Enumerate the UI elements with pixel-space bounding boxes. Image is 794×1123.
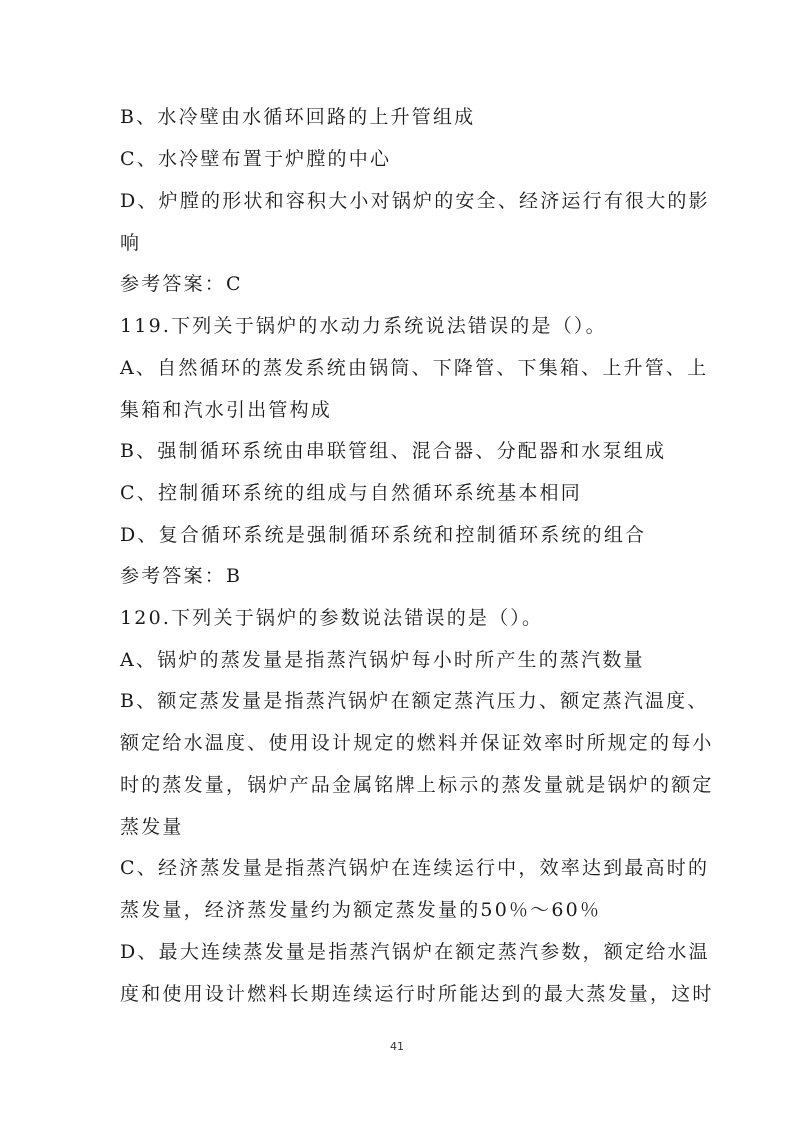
option-a-continuation: 集箱和汽水引出管构成 (120, 399, 333, 421)
option-b-continuation: 时的蒸发量，锅炉产品金属铭牌上标示的蒸发量就是锅炉的额定 (120, 774, 714, 796)
option-a-line: A、锅炉的蒸发量是指蒸汽锅炉每小时所产生的蒸汽数量 (120, 649, 645, 671)
question-119: 119.下列关于锅炉的水动力系统说法错误的是（）。 (120, 315, 607, 337)
option-d-line: D、最大连续蒸发量是指蒸汽锅炉在额定蒸汽参数，额定给水温 (120, 941, 710, 963)
option-c-line: C、控制循环系统的组成与自然循环系统基本相同 (120, 482, 582, 504)
question-120: 120.下列关于锅炉的参数说法错误的是（）。 (120, 607, 544, 629)
option-b-continuation: 蒸发量 (120, 816, 184, 838)
option-c-line: C、水冷壁布置于炉膛的中心 (120, 148, 392, 170)
option-b-line: B、水冷壁由水循环回路的上升管组成 (120, 106, 476, 128)
answer-line: 参考答案：C (120, 273, 243, 295)
option-b-line: B、额定蒸发量是指蒸汽锅炉在额定蒸汽压力、额定蒸汽温度、 (120, 690, 709, 712)
option-c-continuation: 蒸发量，经济蒸发量约为额定蒸发量的50％～60％ (120, 899, 602, 921)
option-d-continuation: 响 (120, 232, 142, 254)
option-d-line: D、炉膛的形状和容积大小对锅炉的安全、经济运行有很大的影 (120, 190, 710, 212)
option-d-continuation: 度和使用设计燃料长期连续运行时所能达到的最大蒸发量，这时 (120, 983, 714, 1005)
answer-line: 参考答案：B (120, 565, 243, 587)
page-number: 41 (390, 1040, 404, 1053)
option-b-continuation: 额定给水温度、使用设计规定的燃料并保证效率时所规定的每小 (120, 732, 714, 754)
option-d-line: D、复合循环系统是强制循环系统和控制循环系统的组合 (120, 524, 647, 546)
option-b-line: B、强制循环系统由串联管组、混合器、分配器和水泵组成 (120, 440, 667, 462)
option-c-line: C、经济蒸发量是指蒸汽锅炉在连续运行中，效率达到最高时的 (120, 857, 710, 879)
option-a-line: A、自然循环的蒸发系统由锅筒、下降管、下集箱、上升管、上 (120, 357, 709, 379)
